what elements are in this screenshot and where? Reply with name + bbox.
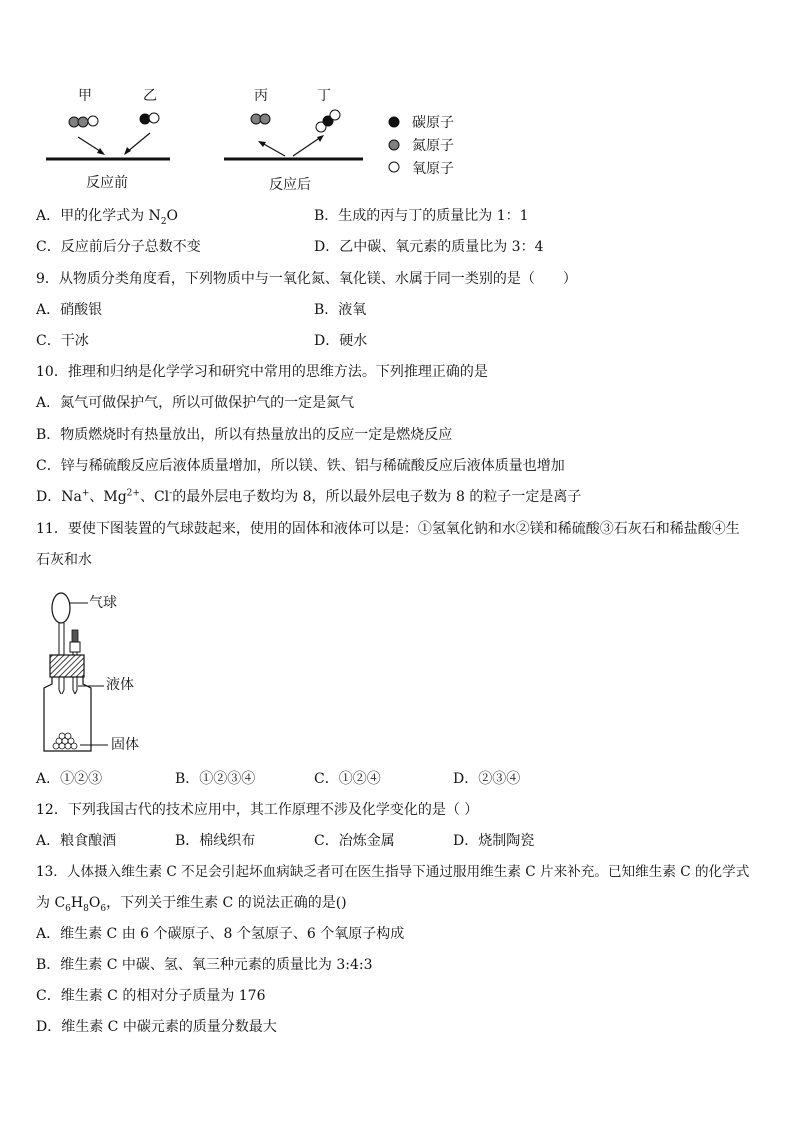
legend-carbon: 碳原子 — [412, 115, 454, 131]
q9-option-d: D．硬水 — [314, 333, 368, 349]
q13-stem-line1: 13．人体摄入维生素 C 不足会引起坏血病缺乏者可在医生指导下通过服用维生素 C 片来补充。已知维生素 C 的化学式 — [36, 864, 750, 880]
q11-option-b: B．①②③④ — [175, 771, 256, 787]
label-after: 反应后 — [269, 177, 311, 193]
q10-option-a: A．氮气可做保护气，所以可做保护气的一定是氮气 — [36, 395, 355, 411]
q9-stem: 9．从物质分类角度看，下列物质中与一氧化氮、氧化镁、水属于同一类别的是（ ） — [36, 271, 577, 287]
stopper — [50, 655, 84, 677]
legend-nitrogen: 氮原子 — [412, 138, 454, 154]
q9-option-c: C．干冰 — [36, 333, 89, 349]
q12-option-b: B．棉线织布 — [175, 833, 256, 849]
label-before: 反应前 — [86, 175, 128, 191]
q10-option-d: D．Na+、$Mg^{2+}$、Cl-的最外层电子数均为 8，所以最外层电子数为 8 的粒子一定是离子 — [36, 488, 582, 505]
q12-stem: 12．下列我国古代的技术应用中，其工作原理不涉及化学变化的是（ ） — [36, 802, 479, 818]
q12-option-d: D．烧制陶瓷 — [453, 833, 535, 849]
q8-option-d: D．乙中碳、氧元素的质量比为 3：4 — [314, 239, 544, 255]
q12-option-c: C．冶炼金属 — [314, 833, 395, 849]
q13-option-d: D．维生素 C 中碳元素的质量分数最大 — [36, 1019, 277, 1035]
q8-option-c: C．反应前后分子总数不变 — [36, 239, 201, 255]
legend-oxygen: 氧原子 — [412, 161, 454, 177]
q9-option-a: A．硝酸银 — [36, 302, 103, 318]
q9-option-b: B．液氧 — [314, 302, 367, 318]
q11-option-d: D．②③④ — [453, 771, 521, 787]
q13-option-c: C．维生素 C 的相对分子质量为 176 — [36, 988, 266, 1004]
balloon-shape — [52, 593, 70, 623]
q10-stem: 10．推理和归纳是化学学习和研究中常用的思维方法。下列推理正确的是 — [36, 364, 488, 380]
label-yi: 乙 — [143, 88, 157, 104]
label-liquid: 液体 — [106, 677, 134, 693]
label-balloon: 气球 — [89, 595, 117, 611]
q11-stem-line2: 石灰和水 — [36, 552, 92, 568]
label-jia: 甲 — [78, 88, 92, 104]
q8-option-b: B．生成的丙与丁的质量比为 1：1 — [314, 208, 529, 224]
q10-option-b: B．物质燃烧时有热量放出，所以有热量放出的反应一定是燃烧反应 — [36, 427, 453, 443]
q11-option-a: A．①②③ — [36, 771, 103, 787]
q13-stem-line2: 为 $C_6H_8O_6$，下列关于维生素 C 的说法正确的是() — [36, 895, 347, 914]
q13-option-a: A．维生素 C 由 6 个碳原子、8 个氢原子、6 个氧原子构成 — [36, 926, 405, 942]
label-ding: 丁 — [317, 88, 331, 104]
solid-particles — [53, 733, 77, 749]
q11-stem-line1: 11．要使下图装置的气球鼓起来，使用的固体和液体可以是：①氢氧化钠和水②镁和稀硫酸③石灰石和稀盐酸④生 — [36, 521, 740, 537]
q11-option-c: C．①②④ — [314, 771, 381, 787]
q12-option-a: A．粮食酿酒 — [36, 833, 117, 849]
q13-option-b: B．维生素 C 中碳、氢、氧三种元素的质量比为 3:4:3 — [36, 957, 373, 973]
label-solid: 固体 — [111, 737, 139, 753]
q8-option-a: A．甲的化学式为 $N_2O$ — [36, 208, 179, 227]
label-bing: 丙 — [254, 88, 268, 104]
q10-option-c: C．锌与稀硫酸反应后液体质量增加，所以镁、铁、铝与稀硫酸反应后液体质量也增加 — [36, 458, 565, 474]
